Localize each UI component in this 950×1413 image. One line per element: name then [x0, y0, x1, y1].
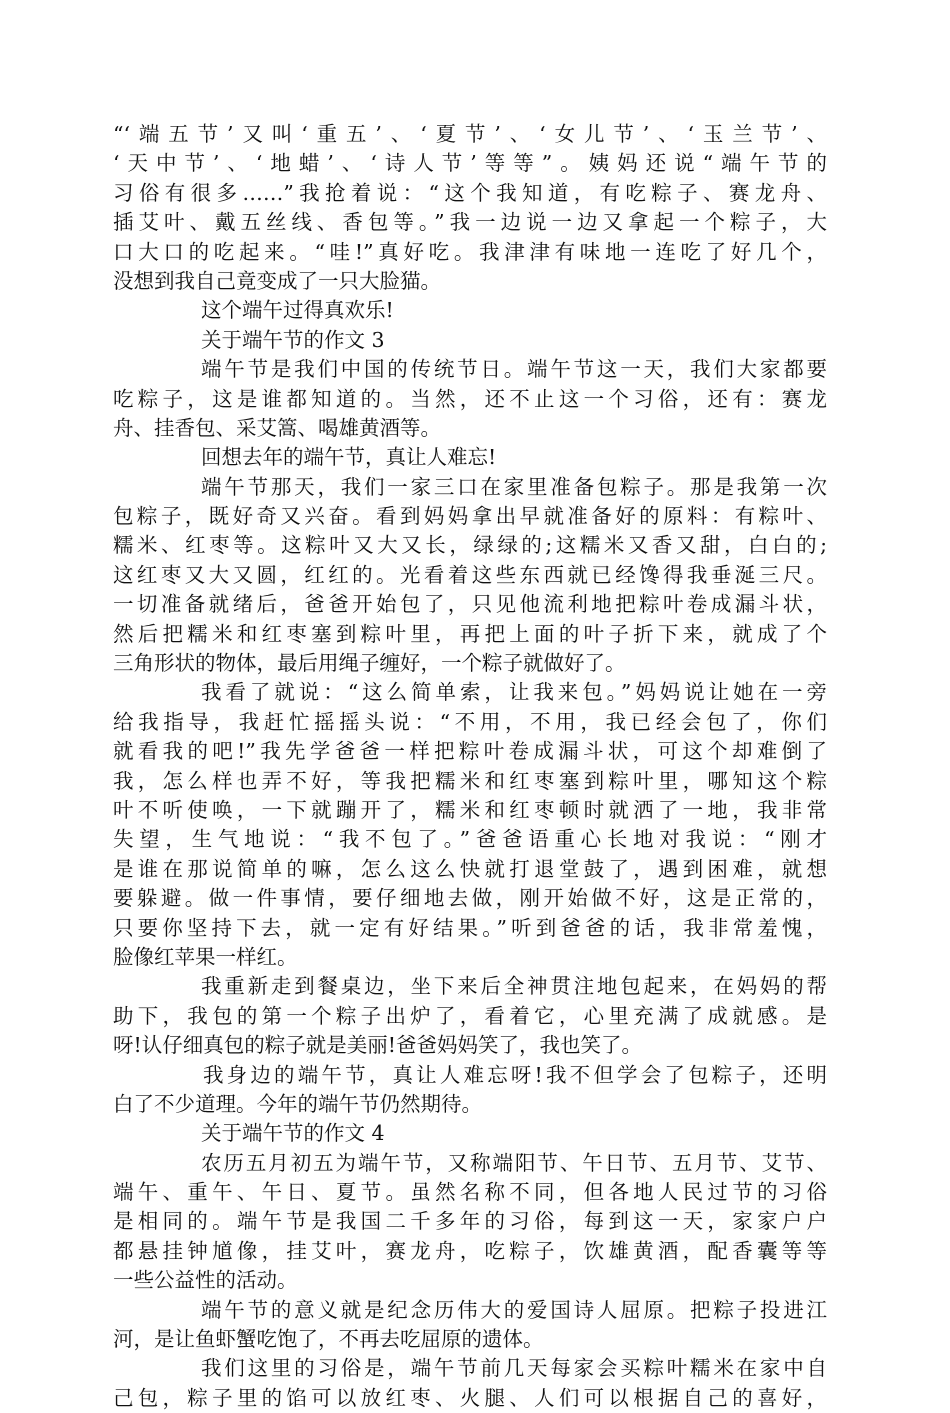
text-line: “‘端五节’又叫‘重五’、‘夏节’、‘女儿节’、‘玉兰节’、 [113, 122, 827, 146]
text-line: 口大口的吃起来。“哇!”真好吃。我津津有味地一连吃了好几个， [113, 239, 827, 264]
text-line: 端午节那天，我们一家三口在家里准备包粽子。那是我第一次 [201, 474, 827, 499]
text-line: 我们这里的习俗是，端午节前几天每家会买粽叶糯米在家中自 [201, 1356, 827, 1381]
text-line: 是相同的。端午节是我国二千多年的习俗，每到这一天，家家户户 [113, 1209, 827, 1234]
text-line: 没想到我自己竟变成了一只大脸猫。 [113, 268, 441, 293]
text-line: 舟、挂香包、采艾篙、喝雄黄酒等。 [113, 415, 441, 440]
text-line: 脸像红苹果一样红。 [113, 944, 298, 969]
text-line: 习俗有很多……”我抢着说：“这个我知道，有吃粽子、赛龙舟、 [113, 180, 827, 205]
text-line: 是谁在那说简单的嘛，怎么这么快就打退堂鼓了，遇到困难，就想 [113, 856, 827, 881]
text-line: 白了不少道理。今年的端午节仍然期待。 [113, 1091, 482, 1116]
text-line: 端午节是我们中国的传统节日。端午节这一天，我们大家都要 [201, 357, 827, 382]
text-line: 给我指导，我赶忙摇摇头说：“不用，不用，我已经会包了，你们 [113, 709, 827, 734]
text-line: 只要你坚持下去，就一定有好结果。”听到爸爸的话，我非常羞愧， [113, 915, 827, 940]
text-line: 就看我的吧!”我先学爸爸一样把粽叶卷成漏斗状，可这个却难倒了 [113, 739, 827, 764]
text-line: 助下，我包的第一个粽子出炉了，看着它，心里充满了成就感。是 [113, 1003, 827, 1028]
text-line: 一切准备就绪后，爸爸开始包了，只见他流利地把粽叶卷成漏斗状， [113, 592, 827, 617]
text-line: 插艾叶、戴五丝线、香包等。”我一边说一边又拿起一个粽子，大 [113, 210, 827, 235]
text-line: 呀!认仔细真包的粽子就是美丽!爸爸妈妈笑了，我也笑了。 [113, 1033, 642, 1058]
text-line: 一些公益性的活动。 [113, 1268, 298, 1293]
text-line: 叶不听使唤，一下就蹦开了，糯米和红枣顿时就洒了一地，我非常 [113, 797, 827, 822]
text-line: 都悬挂钟馗像，挂艾叶，赛龙舟，吃粽子，饮雄黄酒，配香囊等等 [113, 1238, 827, 1263]
text-line: ‘天中节’、‘地蜡’、‘诗人节’等等”。姨妈还说“端午节的 [113, 151, 827, 176]
text-line: 要躲避。做一件事情，要仔细地去做，刚开始做不好，这是正常的， [113, 886, 827, 911]
text-line: 包粽子，既好奇又兴奋。看到妈妈拿出早就准备好的原料：有粽叶、 [113, 504, 827, 529]
document-body [113, 120, 827, 1413]
text-line: 回想去年的端午节，真让人难忘! [201, 445, 497, 470]
text-line: 三角形状的物体，最后用绳子缠好，一个粽子就做好了。 [113, 651, 626, 676]
section-heading: 关于端午节的作文 4 [201, 1121, 385, 1146]
text-line: 吃粽子，这是谁都知道的。当然，还不止这一个习俗，还有：赛龙 [113, 386, 827, 411]
text-line: 失望，生气地说：“我不包了。”爸爸语重心长地对我说：“刚才 [113, 827, 827, 852]
text-line: 端午节的意义就是纪念历伟大的爱国诗人屈原。把粽子投进江 [201, 1297, 827, 1322]
text-line: 己包，粽子里的馅可以放红枣、火腿、人们可以根据自己的喜好， [113, 1385, 827, 1410]
text-line: 糯米、红枣等。这粽叶又大又长，绿绿的;这糯米又香又甜，白白的; [113, 533, 827, 558]
text-line: 这个端午过得真欢乐! [201, 298, 394, 323]
text-line: 我重新走到餐桌边，坐下来后全神贯注地包起来，在妈妈的帮 [201, 974, 827, 999]
text-line: 我身边的端午节，真让人难忘呀!我不但学会了包粽子，还明 [203, 1062, 827, 1087]
text-line: 这红枣又大又圆，红红的。光看着这些东西就已经馋得我垂涎三尺。 [113, 562, 827, 587]
text-line: 我看了就说：“这么简单索，让我来包。”妈妈说让她在一旁 [201, 680, 827, 705]
text-line: 端午、重午、午日、夏节。虽然名称不同，但各地人民过节的习俗 [113, 1180, 827, 1205]
text-line: 河，是让鱼虾蟹吃饱了，不再去吃屈原的遗体。 [113, 1327, 544, 1352]
text-line: 农历五月初五为端午节，又称端阳节、午日节、五月节、艾节、 [201, 1150, 827, 1175]
section-heading: 关于端午节的作文 3 [201, 327, 385, 352]
text-line: 我，怎么样也弄不好，等我把糯米和红枣塞到粽叶里，哪知这个粽 [113, 768, 827, 793]
text-line: 然后把糯米和红枣塞到粽叶里，再把上面的叶子折下来，就成了个 [113, 621, 827, 646]
